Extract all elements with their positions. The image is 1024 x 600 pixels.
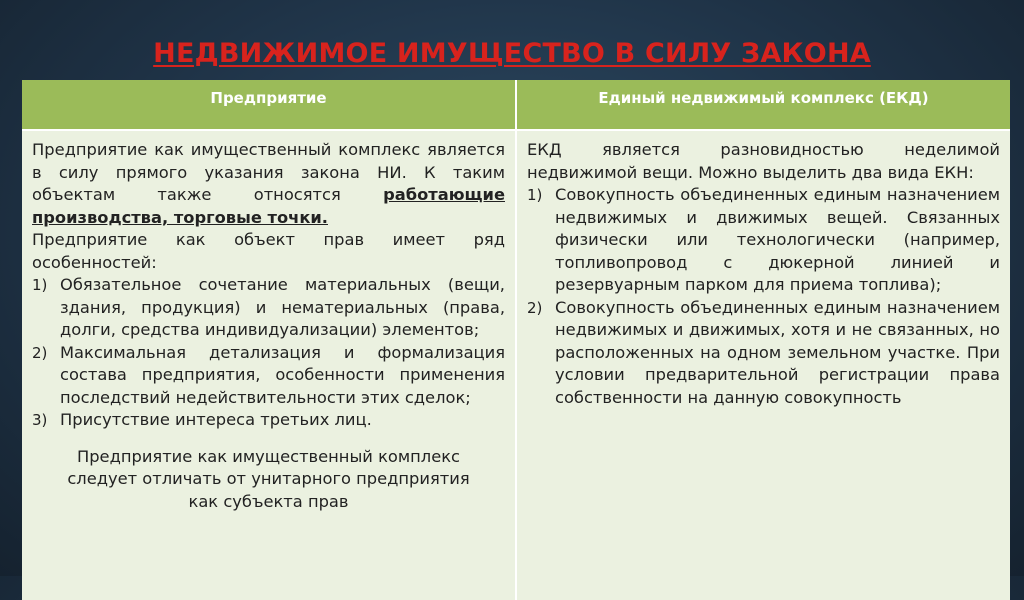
ekd-types-list xyxy=(527,184,1000,409)
list-item xyxy=(32,409,505,432)
list-item xyxy=(32,274,505,342)
ekd-cell xyxy=(516,130,1010,600)
list-item xyxy=(32,342,505,410)
enterprise-intro-emphasis: работающие производства, торговые точки. xyxy=(32,185,505,227)
table-body-row xyxy=(22,130,1010,600)
table-header-row xyxy=(22,80,1010,130)
list-item-text: Совокупность объединенных единым назначением недвижимых и движимых вещей. Связанных физически или технологически (например, топливопровод с дюкерной линией и резервуарным парком для приема топлива); xyxy=(555,185,1000,294)
header-ekd: Единый недвижимый комплекс (ЕКД) xyxy=(516,80,1010,130)
list-item-text: Совокупность объединенных единым назначением недвижимых и движимых, хотя и не связанных, но расположенных на одном земельном участке. При условии предварительной регистрации права собственности на данную совокупность xyxy=(555,297,1000,407)
ekd-intro: ЕКД является разновидностью неделимой недвижимой вещи. Можно выделить два вида ЕКН: xyxy=(527,140,1000,182)
enterprise-features-intro: Предприятие как объект прав имеет ряд особенностей: xyxy=(32,230,505,272)
list-item-text: Обязательное сочетание материальных (вещи, здания, продукция) и нематериальных (права, долги, средства индивидуализации) элементов; xyxy=(60,275,505,339)
enterprise-cell xyxy=(22,130,516,600)
list-item-number: 3) xyxy=(32,411,48,429)
enterprise-intro-text: Предприятие как имущественный комплекс является в силу прямого указания закона НИ. К таким объектам также относятся xyxy=(32,140,505,204)
list-item xyxy=(527,184,1000,297)
comparison-table xyxy=(22,80,1010,600)
list-item-number: 1) xyxy=(32,276,48,294)
list-item xyxy=(527,297,1000,410)
enterprise-features-list xyxy=(32,274,505,432)
list-item-text: Максимальная детализация и формализация состава предприятия, особенности применения последствий недействительности этих сделок; xyxy=(60,342,505,407)
list-item-number: 2) xyxy=(32,343,48,362)
list-item-text: Присутствие интереса третьих лиц. xyxy=(60,410,372,429)
slide-title: НЕДВИЖИМОЕ ИМУЩЕСТВО В СИЛУ ЗАКОНА xyxy=(153,38,871,69)
list-item-number: 1) xyxy=(527,186,543,204)
list-item-number: 2) xyxy=(527,298,543,317)
header-enterprise: Предприятие xyxy=(22,80,516,130)
enterprise-note: Предприятие как имущественный комплекс следует отличать от унитарного предприятия как субъекта прав xyxy=(67,446,470,511)
enterprise-intro xyxy=(32,139,505,229)
